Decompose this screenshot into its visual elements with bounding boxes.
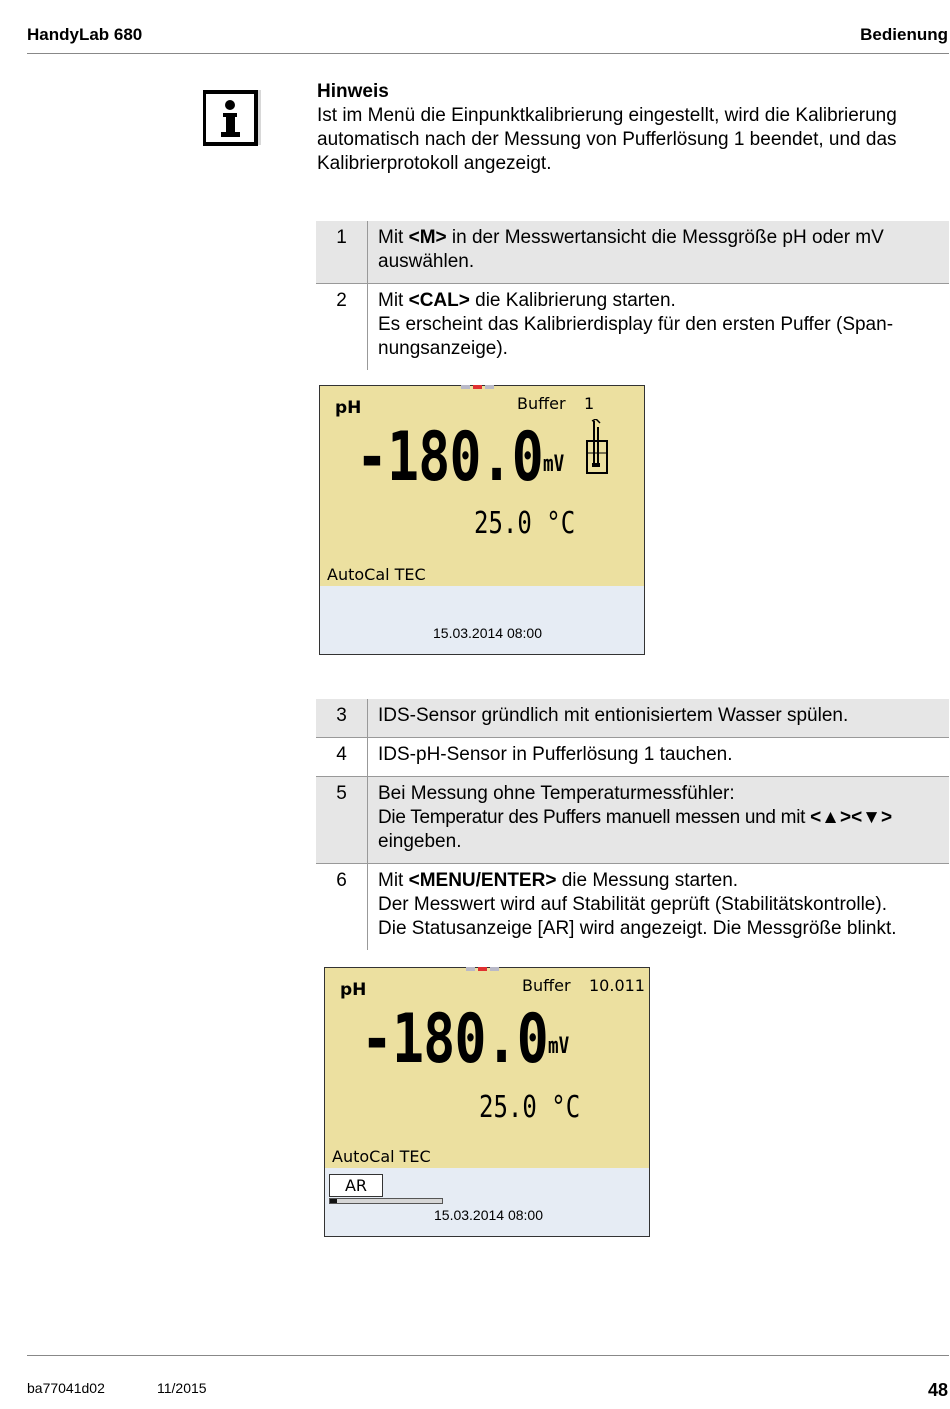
step-row-3 [316, 699, 949, 738]
footer-date: 11/2015 [157, 1380, 207, 1396]
display-temperature: 25.0 °C [474, 506, 576, 541]
display-status-area [325, 1168, 649, 1236]
led-indicators [466, 967, 499, 971]
display-param: pH [340, 980, 367, 1000]
display-mode: AutoCal TEC [327, 565, 426, 584]
steps-table-a [316, 221, 949, 370]
stability-progress-bar [329, 1198, 443, 1204]
step-text: IDS-Sensor gründlich mit entionisiertem Wasser spülen. [368, 699, 950, 738]
stability-progress-fill [330, 1199, 337, 1203]
display-calibration-buffer1 [319, 385, 645, 655]
step-row-4 [316, 738, 949, 777]
display-buffer-value: 1 [584, 394, 595, 413]
step-text: Mit <M> in der Messwertansicht die Messgröße pH oder mV auswählen. [368, 221, 950, 284]
header-section: Bedienung [860, 25, 948, 44]
key-m: <M> [408, 227, 447, 248]
display-unit: mV [548, 1034, 570, 1059]
step-number: 1 [316, 221, 368, 284]
display-datetime: 15.03.2014 08:00 [433, 625, 542, 641]
step-text: IDS-pH-Sensor in Pufferlösung 1 tauchen. [378, 744, 733, 765]
display-param: pH [335, 398, 362, 418]
display-buffer-label: Buffer [517, 394, 566, 413]
display-stability-check [324, 967, 650, 1237]
beaker-icon [583, 419, 611, 480]
display-main-value: -180.0 [356, 418, 543, 497]
display-main-value: -180.0 [361, 1000, 548, 1079]
status-ar-badge: AR [329, 1174, 383, 1197]
note-text: Ist im Menü die Einpunktkalibrierung eingestellt, wird die Kalibrierung automatisch nach der Messung von Pufferlösung 1 beendet, und das Kalibrierprotokoll angezeigt. [317, 105, 897, 174]
display-buffer-value: 10.011 [589, 976, 645, 995]
step-number: 6 [316, 864, 368, 951]
page-number: 48 [927, 1380, 948, 1400]
header-product: HandyLab 680 [27, 25, 143, 44]
step-row-2 [316, 284, 949, 371]
step-text: Mit <MENU/ENTER> die Messung starten. Der Messwert wird auf Stabilität geprüft (Stabilitätskontrolle). Die Statusanzeige [AR] wird angezeigt. Die Messgröße blinkt. [378, 870, 897, 939]
step-row-6 [316, 864, 949, 951]
step-row-5 [316, 777, 949, 864]
info-icon [203, 87, 263, 147]
steps-table-b [316, 699, 949, 950]
display-mode: AutoCal TEC [332, 1147, 431, 1166]
key-cal: <CAL> [408, 290, 470, 311]
footer-rule [27, 1355, 949, 1356]
key-arrows: <▲><▼> [810, 807, 893, 828]
step-row-1 [316, 221, 949, 284]
note-block [317, 80, 947, 176]
display-buffer-label: Buffer [522, 976, 571, 995]
step-number: 2 [316, 284, 368, 371]
display-unit: mV [543, 452, 565, 477]
step-number: 4 [316, 738, 368, 777]
note-title: Hinweis [317, 81, 389, 102]
step-number: 3 [316, 699, 368, 738]
display-datetime: 15.03.2014 08:00 [434, 1207, 543, 1223]
step-number: 5 [316, 777, 368, 864]
step-text: Mit <CAL> die Kalibrierung starten. Es erscheint das Kalibrierdisplay für den ersten Puffer (Span-nungsanzeige). [378, 290, 894, 359]
led-indicators [461, 385, 494, 389]
footer-doc-id: ba77041d02 [27, 1380, 105, 1396]
display-status-area [320, 586, 644, 654]
step-text: Bei Messung ohne Temperaturmessfühler: Die Temperatur des Puffers manuell messen und mit <▲><▼> eingeben. [368, 777, 950, 864]
key-menu-enter: <MENU/ENTER> [408, 870, 557, 891]
header-rule [27, 53, 949, 54]
display-temperature: 25.0 °C [479, 1090, 581, 1125]
